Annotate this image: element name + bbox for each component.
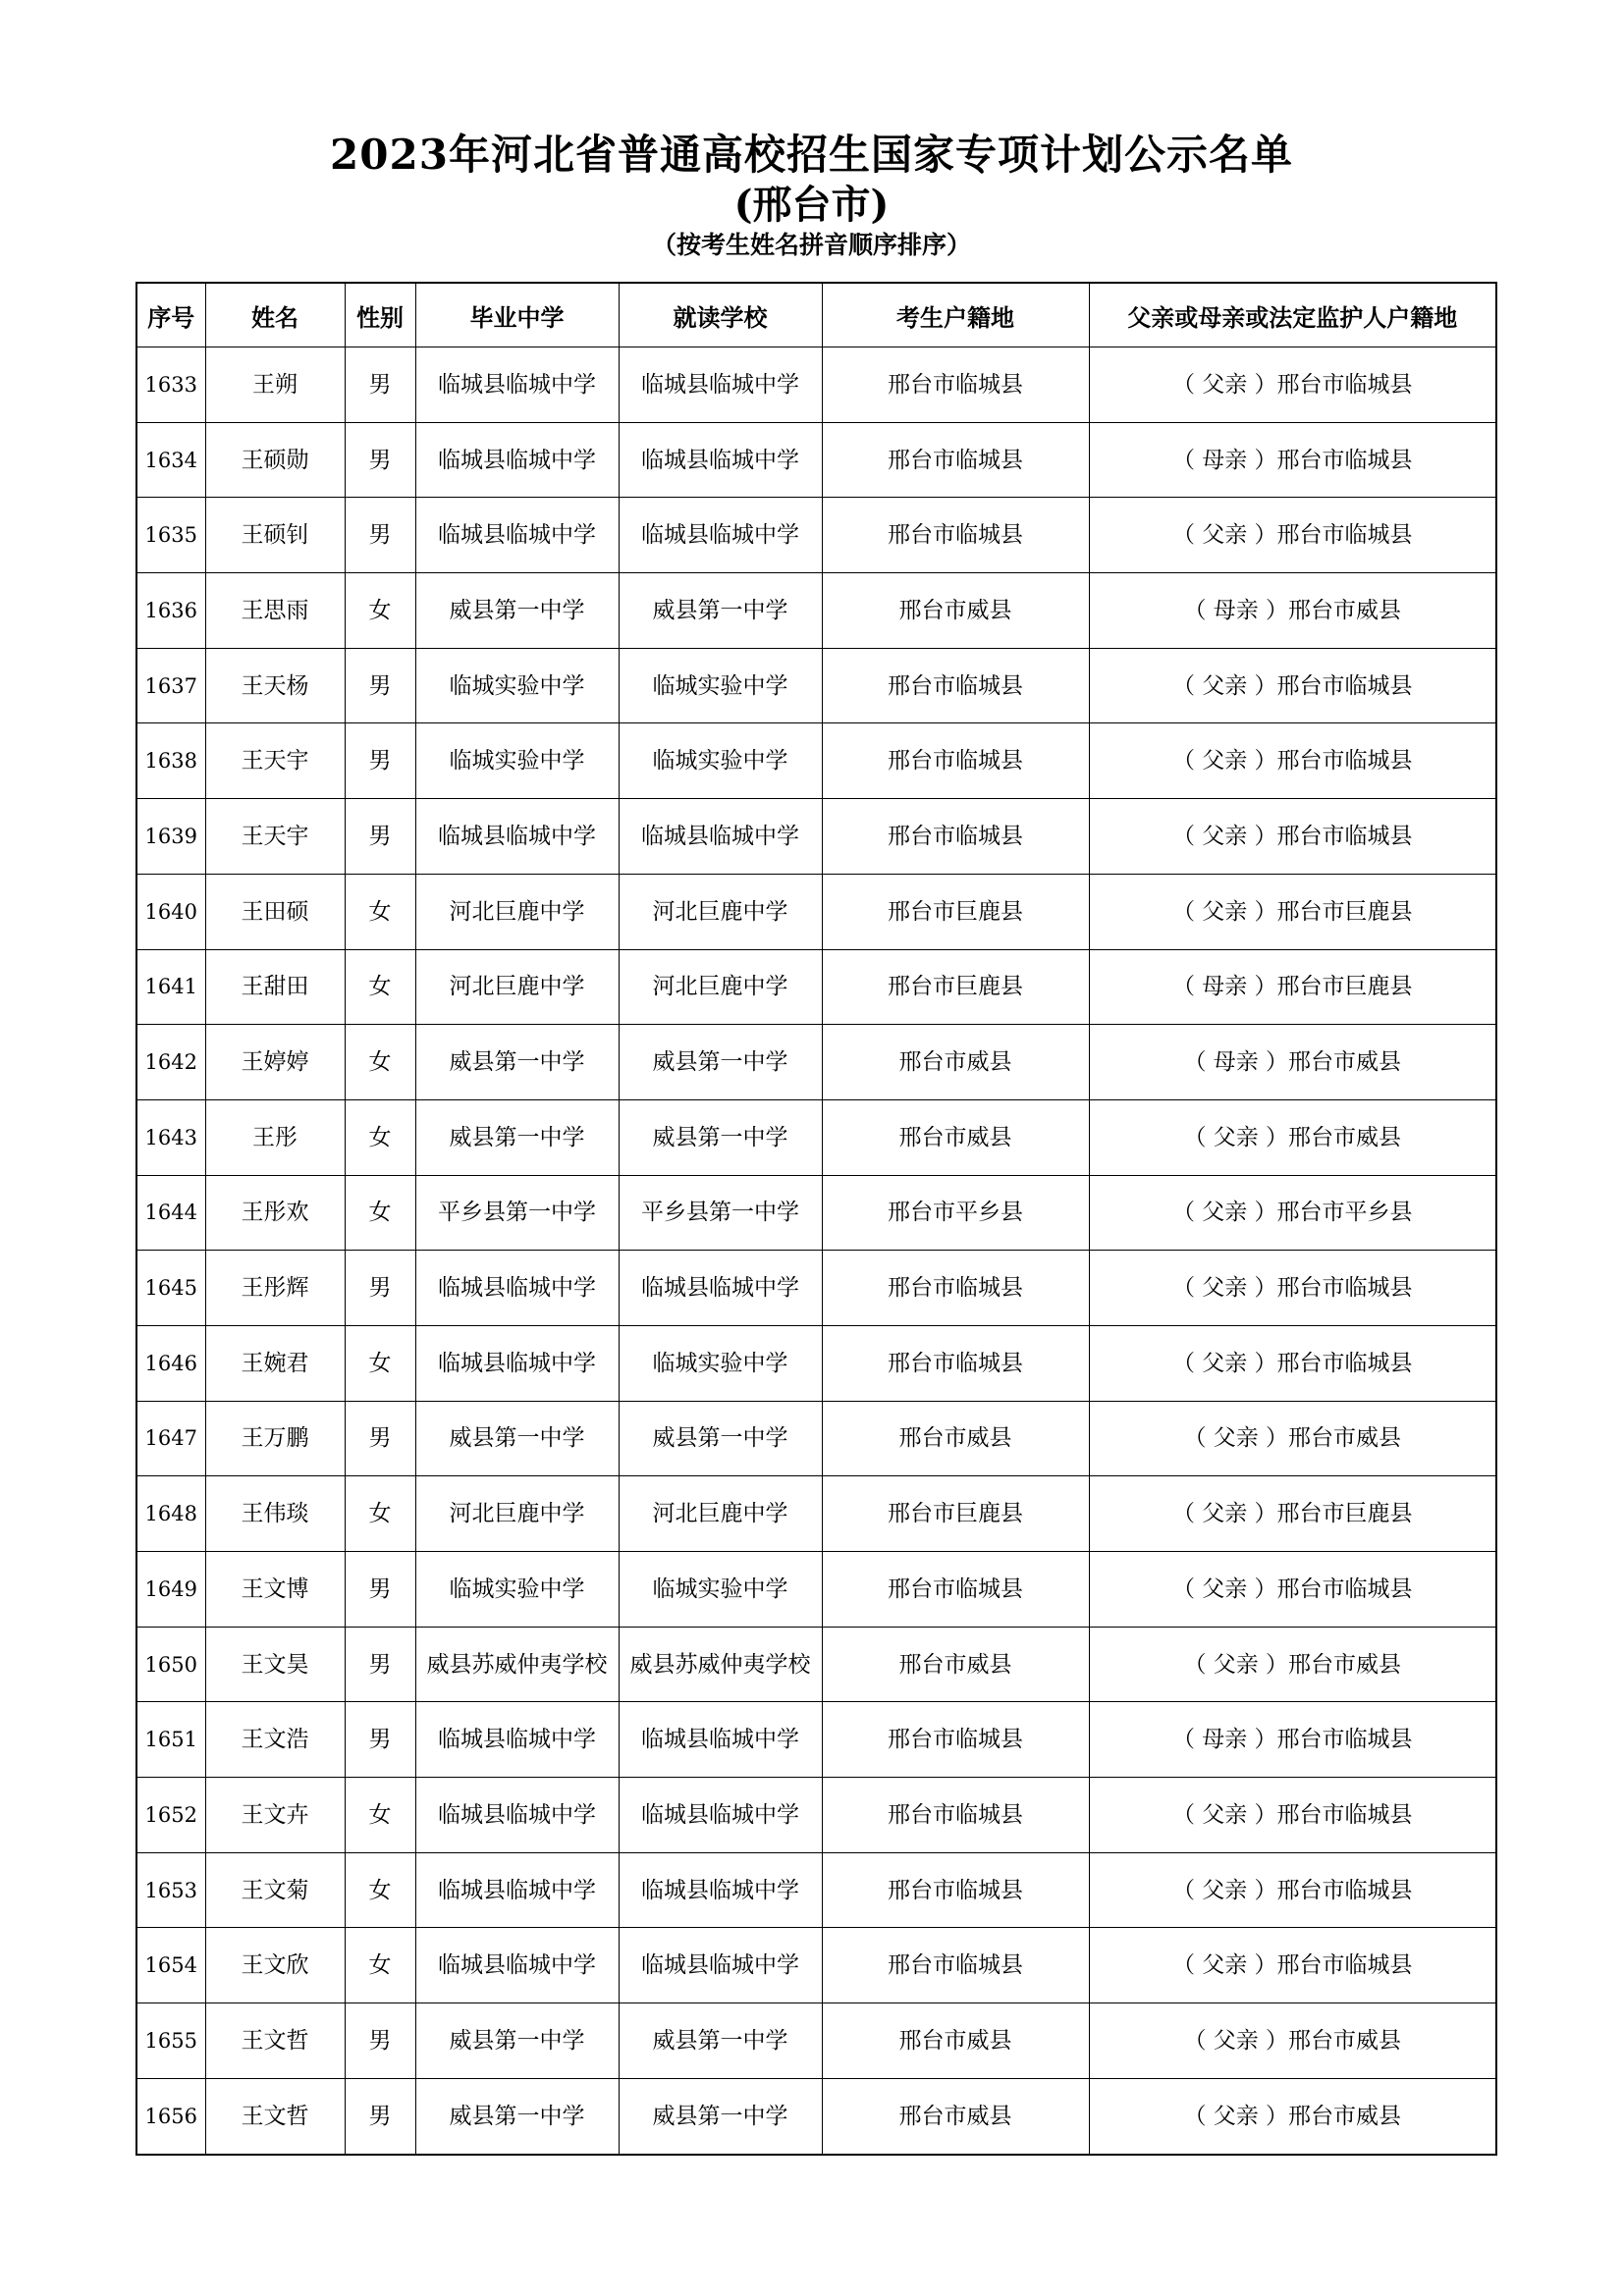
table-row	[136, 1251, 1496, 1326]
cell-student-domicile: 邢台市临城县	[822, 1702, 1089, 1778]
cell-name: 王田硕	[205, 874, 345, 949]
table-row	[136, 874, 1496, 949]
cell-gender: 男	[345, 1627, 415, 1702]
cell-gender: 男	[345, 1251, 415, 1326]
cell-graduation-school: 临城县临城中学	[415, 1702, 619, 1778]
cell-gender: 男	[345, 799, 415, 875]
table-row	[136, 1099, 1496, 1175]
cell-graduation-school: 临城县临城中学	[415, 1852, 619, 1928]
table-row	[136, 2003, 1496, 2079]
cell-seq: 1656	[136, 2078, 205, 2154]
cell-seq: 1646	[136, 1325, 205, 1401]
cell-gender: 女	[345, 949, 415, 1025]
cell-name: 王婷婷	[205, 1025, 345, 1100]
cell-gender: 男	[345, 648, 415, 723]
cell-current-school: 河北巨鹿中学	[619, 949, 822, 1025]
cell-graduation-school: 临城县临城中学	[415, 1251, 619, 1326]
table-row	[136, 1025, 1496, 1100]
cell-current-school: 临城县临城中学	[619, 1702, 822, 1778]
cell-gender: 男	[345, 498, 415, 573]
table-row	[136, 573, 1496, 649]
cell-graduation-school: 临城县临城中学	[415, 498, 619, 573]
cell-student-domicile: 邢台市威县	[822, 1025, 1089, 1100]
cell-gender: 女	[345, 1099, 415, 1175]
cell-guardian-domicile: （ 父亲 ）邢台市威县	[1089, 2078, 1496, 2154]
cell-name: 王彤辉	[205, 1251, 345, 1326]
cell-graduation-school: 威县第一中学	[415, 2078, 619, 2154]
cell-gender: 女	[345, 573, 415, 649]
cell-student-domicile: 邢台市临城县	[822, 1251, 1089, 1326]
cell-gender: 女	[345, 1928, 415, 2003]
cell-seq: 1637	[136, 648, 205, 723]
cell-current-school: 威县第一中学	[619, 573, 822, 649]
cell-name: 王万鹏	[205, 1401, 345, 1476]
cell-graduation-school: 威县第一中学	[415, 2003, 619, 2079]
page-subtitle: (邢台市)	[733, 182, 890, 228]
cell-current-school: 平乡县第一中学	[619, 1175, 822, 1251]
table-row	[136, 1928, 1496, 2003]
cell-gender: 女	[345, 874, 415, 949]
cell-gender: 男	[345, 723, 415, 799]
cell-guardian-domicile: （ 父亲 ）邢台市巨鹿县	[1089, 874, 1496, 949]
cell-gender: 男	[345, 1401, 415, 1476]
cell-name: 王文菊	[205, 1852, 345, 1928]
cell-current-school: 威县第一中学	[619, 1401, 822, 1476]
table-row	[136, 1778, 1496, 1853]
cell-name: 王硕勋	[205, 422, 345, 498]
cell-gender: 男	[345, 347, 415, 423]
header-guardian-domicile: 父亲或母亲或法定监护人户籍地	[1089, 283, 1496, 347]
header-gender: 性别	[345, 283, 415, 347]
cell-guardian-domicile: （ 父亲 ）邢台市临城县	[1089, 648, 1496, 723]
cell-seq: 1638	[136, 723, 205, 799]
cell-seq: 1652	[136, 1778, 205, 1853]
cell-student-domicile: 邢台市临城县	[822, 1552, 1089, 1628]
cell-guardian-domicile: （ 父亲 ）邢台市威县	[1089, 1627, 1496, 1702]
cell-gender: 男	[345, 422, 415, 498]
cell-guardian-domicile: （ 父亲 ）邢台市临城县	[1089, 723, 1496, 799]
cell-seq: 1653	[136, 1852, 205, 1928]
cell-student-domicile: 邢台市临城县	[822, 1852, 1089, 1928]
cell-gender: 女	[345, 1025, 415, 1100]
cell-student-domicile: 邢台市临城县	[822, 1928, 1089, 2003]
cell-current-school: 威县第一中学	[619, 1099, 822, 1175]
cell-current-school: 临城县临城中学	[619, 1928, 822, 2003]
cell-student-domicile: 邢台市临城县	[822, 1778, 1089, 1853]
table-row	[136, 1325, 1496, 1401]
table-row	[136, 1175, 1496, 1251]
cell-student-domicile: 邢台市临城县	[822, 723, 1089, 799]
cell-graduation-school: 河北巨鹿中学	[415, 874, 619, 949]
cell-name: 王伟琰	[205, 1476, 345, 1552]
cell-seq: 1644	[136, 1175, 205, 1251]
cell-name: 王彤欢	[205, 1175, 345, 1251]
table-row	[136, 1852, 1496, 1928]
cell-seq: 1640	[136, 874, 205, 949]
cell-guardian-domicile: （ 母亲 ）邢台市威县	[1089, 573, 1496, 649]
cell-graduation-school: 威县第一中学	[415, 1025, 619, 1100]
table-row	[136, 799, 1496, 875]
table-header-row	[136, 283, 1496, 347]
cell-name: 王文昊	[205, 1627, 345, 1702]
cell-seq: 1654	[136, 1928, 205, 2003]
cell-guardian-domicile: （ 母亲 ）邢台市威县	[1089, 1025, 1496, 1100]
cell-name: 王硕钊	[205, 498, 345, 573]
cell-current-school: 临城县临城中学	[619, 1778, 822, 1853]
cell-student-domicile: 邢台市威县	[822, 1099, 1089, 1175]
cell-current-school: 威县第一中学	[619, 1025, 822, 1100]
header-graduation-school: 毕业中学	[415, 283, 619, 347]
cell-graduation-school: 临城县临城中学	[415, 422, 619, 498]
cell-graduation-school: 威县第一中学	[415, 1401, 619, 1476]
table-row	[136, 648, 1496, 723]
cell-gender: 男	[345, 1702, 415, 1778]
cell-seq: 1647	[136, 1401, 205, 1476]
cell-guardian-domicile: （ 父亲 ）邢台市临城县	[1089, 1552, 1496, 1628]
cell-seq: 1633	[136, 347, 205, 423]
cell-seq: 1636	[136, 573, 205, 649]
cell-seq: 1649	[136, 1552, 205, 1628]
cell-name: 王文卉	[205, 1778, 345, 1853]
header-name: 姓名	[205, 283, 345, 347]
cell-guardian-domicile: （ 父亲 ）邢台市临城县	[1089, 1325, 1496, 1401]
cell-graduation-school: 威县第一中学	[415, 573, 619, 649]
cell-name: 王婉君	[205, 1325, 345, 1401]
table-row	[136, 1476, 1496, 1552]
table-row	[136, 723, 1496, 799]
table-row	[136, 2078, 1496, 2154]
cell-student-domicile: 邢台市巨鹿县	[822, 874, 1089, 949]
cell-student-domicile: 邢台市威县	[822, 2078, 1089, 2154]
cell-gender: 女	[345, 1476, 415, 1552]
cell-student-domicile: 邢台市临城县	[822, 648, 1089, 723]
cell-guardian-domicile: （ 父亲 ）邢台市临城县	[1089, 1778, 1496, 1853]
cell-seq: 1634	[136, 422, 205, 498]
cell-guardian-domicile: （ 母亲 ）邢台市临城县	[1089, 422, 1496, 498]
cell-graduation-school: 临城县临城中学	[415, 1325, 619, 1401]
cell-graduation-school: 临城县临城中学	[415, 347, 619, 423]
table-row	[136, 949, 1496, 1025]
cell-seq: 1642	[136, 1025, 205, 1100]
cell-graduation-school: 临城县临城中学	[415, 1778, 619, 1853]
cell-graduation-school: 临城县临城中学	[415, 1928, 619, 2003]
header-student-domicile: 考生户籍地	[822, 283, 1089, 347]
cell-current-school: 威县第一中学	[619, 2003, 822, 2079]
cell-current-school: 临城县临城中学	[619, 799, 822, 875]
cell-seq: 1648	[136, 1476, 205, 1552]
cell-seq: 1651	[136, 1702, 205, 1778]
cell-gender: 女	[345, 1175, 415, 1251]
cell-student-domicile: 邢台市临城县	[822, 498, 1089, 573]
cell-guardian-domicile: （ 父亲 ）邢台市临城县	[1089, 799, 1496, 875]
cell-student-domicile: 邢台市威县	[822, 2003, 1089, 2079]
cell-graduation-school: 河北巨鹿中学	[415, 949, 619, 1025]
cell-guardian-domicile: （ 父亲 ）邢台市临城县	[1089, 1251, 1496, 1326]
cell-gender: 男	[345, 2003, 415, 2079]
cell-student-domicile: 邢台市临城县	[822, 799, 1089, 875]
cell-guardian-domicile: （ 母亲 ）邢台市临城县	[1089, 1702, 1496, 1778]
cell-student-domicile: 邢台市威县	[822, 573, 1089, 649]
cell-current-school: 临城县临城中学	[619, 1852, 822, 1928]
cell-name: 王天杨	[205, 648, 345, 723]
cell-current-school: 临城实验中学	[619, 648, 822, 723]
cell-seq: 1635	[136, 498, 205, 573]
cell-guardian-domicile: （ 父亲 ）邢台市临城县	[1089, 1928, 1496, 2003]
cell-student-domicile: 邢台市威县	[822, 1401, 1089, 1476]
cell-current-school: 河北巨鹿中学	[619, 874, 822, 949]
cell-current-school: 威县第一中学	[619, 2078, 822, 2154]
cell-name: 王彤	[205, 1099, 345, 1175]
cell-name: 王文欣	[205, 1928, 345, 2003]
cell-gender: 男	[345, 1552, 415, 1628]
cell-guardian-domicile: （ 父亲 ）邢台市巨鹿县	[1089, 1476, 1496, 1552]
cell-student-domicile: 邢台市平乡县	[822, 1175, 1089, 1251]
cell-guardian-domicile: （ 父亲 ）邢台市平乡县	[1089, 1175, 1496, 1251]
cell-name: 王文哲	[205, 2003, 345, 2079]
cell-guardian-domicile: （ 父亲 ）邢台市威县	[1089, 1401, 1496, 1476]
cell-current-school: 临城县临城中学	[619, 1251, 822, 1326]
cell-graduation-school: 威县苏威仲夷学校	[415, 1627, 619, 1702]
cell-name: 王文博	[205, 1552, 345, 1628]
cell-graduation-school: 威县第一中学	[415, 1099, 619, 1175]
cell-name: 王朔	[205, 347, 345, 423]
page-title: 2023年河北省普通高校招生国家专项计划公示名单	[330, 131, 1293, 179]
cell-current-school: 临城实验中学	[619, 1325, 822, 1401]
cell-current-school: 临城县临城中学	[619, 422, 822, 498]
table-body	[136, 347, 1496, 2155]
cell-name: 王文哲	[205, 2078, 345, 2154]
cell-current-school: 临城实验中学	[619, 1552, 822, 1628]
cell-name: 王思雨	[205, 573, 345, 649]
cell-gender: 女	[345, 1852, 415, 1928]
table-row	[136, 1401, 1496, 1476]
cell-student-domicile: 邢台市临城县	[822, 347, 1089, 423]
cell-graduation-school: 临城实验中学	[415, 723, 619, 799]
table-row	[136, 1702, 1496, 1778]
cell-current-school: 威县苏威仲夷学校	[619, 1627, 822, 1702]
cell-graduation-school: 临城实验中学	[415, 648, 619, 723]
cell-guardian-domicile: （ 父亲 ）邢台市威县	[1089, 1099, 1496, 1175]
table-row	[136, 1627, 1496, 1702]
table-row	[136, 1552, 1496, 1628]
cell-guardian-domicile: （ 父亲 ）邢台市临城县	[1089, 347, 1496, 423]
sort-note: （按考生姓名拼音顺序排序）	[651, 231, 971, 259]
cell-gender: 女	[345, 1778, 415, 1853]
table-row	[136, 347, 1496, 423]
cell-current-school: 临城县临城中学	[619, 347, 822, 423]
cell-gender: 女	[345, 1325, 415, 1401]
cell-graduation-school: 河北巨鹿中学	[415, 1476, 619, 1552]
header-seq: 序号	[136, 283, 205, 347]
cell-student-domicile: 邢台市临城县	[822, 1325, 1089, 1401]
cell-seq: 1650	[136, 1627, 205, 1702]
cell-name: 王天宇	[205, 723, 345, 799]
cell-current-school: 临城实验中学	[619, 723, 822, 799]
cell-guardian-domicile: （ 父亲 ）邢台市临城县	[1089, 1852, 1496, 1928]
cell-student-domicile: 邢台市巨鹿县	[822, 949, 1089, 1025]
cell-guardian-domicile: （ 父亲 ）邢台市威县	[1089, 2003, 1496, 2079]
cell-name: 王天宇	[205, 799, 345, 875]
roster-table	[135, 282, 1497, 2156]
cell-student-domicile: 邢台市威县	[822, 1627, 1089, 1702]
table-row	[136, 498, 1496, 573]
cell-guardian-domicile: （ 父亲 ）邢台市临城县	[1089, 498, 1496, 573]
cell-current-school: 河北巨鹿中学	[619, 1476, 822, 1552]
cell-graduation-school: 临城实验中学	[415, 1552, 619, 1628]
cell-current-school: 临城县临城中学	[619, 498, 822, 573]
cell-student-domicile: 邢台市临城县	[822, 422, 1089, 498]
cell-seq: 1643	[136, 1099, 205, 1175]
cell-gender: 男	[345, 2078, 415, 2154]
cell-graduation-school: 临城县临城中学	[415, 799, 619, 875]
cell-seq: 1645	[136, 1251, 205, 1326]
cell-graduation-school: 平乡县第一中学	[415, 1175, 619, 1251]
cell-name: 王甜田	[205, 949, 345, 1025]
cell-guardian-domicile: （ 母亲 ）邢台市巨鹿县	[1089, 949, 1496, 1025]
cell-student-domicile: 邢台市巨鹿县	[822, 1476, 1089, 1552]
header-current-school: 就读学校	[619, 283, 822, 347]
cell-seq: 1639	[136, 799, 205, 875]
cell-seq: 1641	[136, 949, 205, 1025]
cell-name: 王文浩	[205, 1702, 345, 1778]
cell-seq: 1655	[136, 2003, 205, 2079]
table-row	[136, 422, 1496, 498]
